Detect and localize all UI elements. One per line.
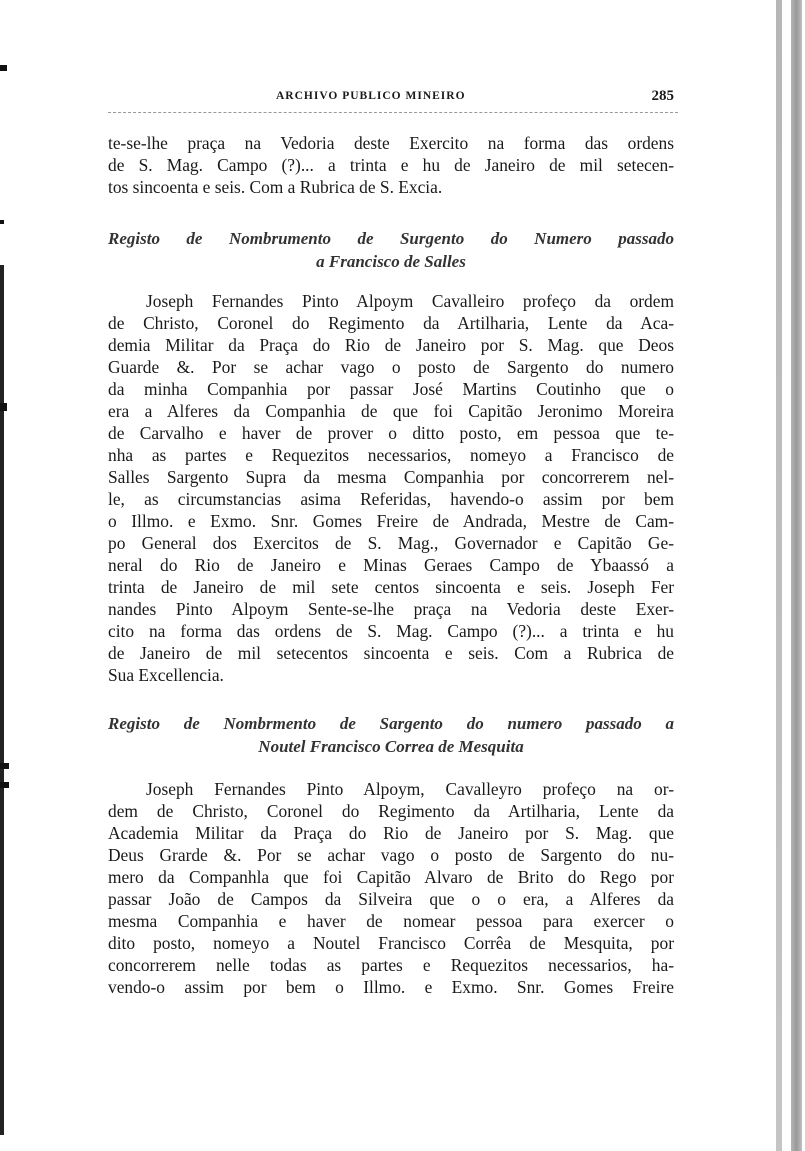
text-line: vendo-o assim por bem o Illmo. e Exmo. Snr. Gomes Freire <box>108 977 674 997</box>
text-line: de Carvalho e haver de prover o ditto posto, em pessoa que te- <box>108 423 674 443</box>
text-line: demia Militar da Praça do Rio de Janeiro por S. Mag. que Deos <box>108 335 674 355</box>
text-line: mero da Companhla que foi Capitão Alvaro de Brito do Rego por <box>108 867 674 887</box>
text-line: de Christo, Coronel do Regimento da Artilharia, Lente da Aca- <box>108 313 674 333</box>
scan-mark <box>0 65 7 71</box>
section-heading: Noutel Francisco Correa de Mesquita <box>258 737 524 756</box>
text-line: Joseph Fernandes Pinto Alpoym, Cavalleyro profeço na or- <box>146 779 674 799</box>
text-line: Joseph Fernandes Pinto Alpoym Cavalleiro profeço da ordem <box>146 291 674 311</box>
text-line: tos sincoenta e seis. Com a Rubrica de S. Excia. <box>108 177 443 197</box>
text-line: nha as partes e Requezitos necessarios, nomeyo a Francisco de <box>108 445 674 465</box>
scan-mark <box>0 403 7 411</box>
book-spine-edge <box>791 0 802 1151</box>
text-line: mesma Companhia e haver de nomear pessoa para exercer o <box>108 911 674 931</box>
text-line: Guarde &. Por se achar vago o posto de Sargento do numero <box>108 357 674 377</box>
text-line: da minha Companhia por passar José Martins Coutinho que o <box>108 379 674 399</box>
page-number: 285 <box>651 88 674 104</box>
text-line: Deus Grarde &. Por se achar vago o posto de Sargento do nu- <box>108 845 674 865</box>
text-line: po General dos Exercitos de S. Mag., Governador e Capitão Ge- <box>108 533 674 553</box>
section-heading: Registo de Nombrumento de Surgento do Numero passado <box>108 229 674 248</box>
text-line: Sua Excellencia. <box>108 665 224 685</box>
text-line: te-se-lhe praça na Vedoria deste Exercito na forma das ordens <box>108 133 674 153</box>
scan-mark <box>0 782 9 788</box>
text-line: trinta de Janeiro de mil sete centos sincoenta e seis. Joseph Fer <box>108 577 674 597</box>
text-line: le, as circumstancias asima Referidas, havendo-o assim por bem <box>108 489 674 509</box>
page-header <box>108 90 674 110</box>
section-heading: Registo de Nombrmento de Sargento do numero passado a <box>108 714 674 733</box>
text-line: nandes Pinto Alpoym Sente-se-lhe praça na Vedoria deste Exer- <box>108 599 674 619</box>
text-line: Academia Militar da Praça do Rio de Janeiro por S. Mag. que <box>108 823 674 843</box>
text-line: de S. Mag. Campo (?)... a trinta e hu de Janeiro de mil setecen- <box>108 155 674 175</box>
text-line: passar João de Campos da Silveira que o o era, a Alferes da <box>108 889 674 909</box>
text-line: o Illmo. e Exmo. Snr. Gomes Freire de Andrada, Mestre de Cam- <box>108 511 674 531</box>
running-title: ARCHIVO PUBLICO MINEIRO <box>276 90 466 102</box>
text-line: Salles Sargento Supra da mesma Companhia por concorrerem nel- <box>108 467 674 487</box>
section-heading: a Francisco de Salles <box>316 252 466 271</box>
text-line: dito posto, nomeyo a Noutel Francisco Corrêa de Mesquita, por <box>108 933 674 953</box>
text-line: dem de Christo, Coronel do Regimento da Artilharia, Lente da <box>108 801 674 821</box>
text-line: de Janeiro de mil setecentos sincoenta e seis. Com a Rubrica de <box>108 643 674 663</box>
page-edge-shadow <box>776 0 782 1151</box>
text-line: era a Alferes da Companhia de que foi Capitão Jeronimo Moreira <box>108 401 674 421</box>
scan-mark <box>0 220 4 224</box>
text-line: cito na forma das ordens de S. Mag. Campo (?)... a trinta e hu <box>108 621 674 641</box>
header-rule <box>108 112 678 113</box>
text-line: neral do Rio de Janeiro e Minas Geraes Campo de Ybaassó a <box>108 555 674 575</box>
text-line: concorrerem nelle todas as partes e Requezitos necessarios, ha- <box>108 955 674 975</box>
left-page-edge <box>0 265 4 1135</box>
scan-mark <box>0 763 9 769</box>
